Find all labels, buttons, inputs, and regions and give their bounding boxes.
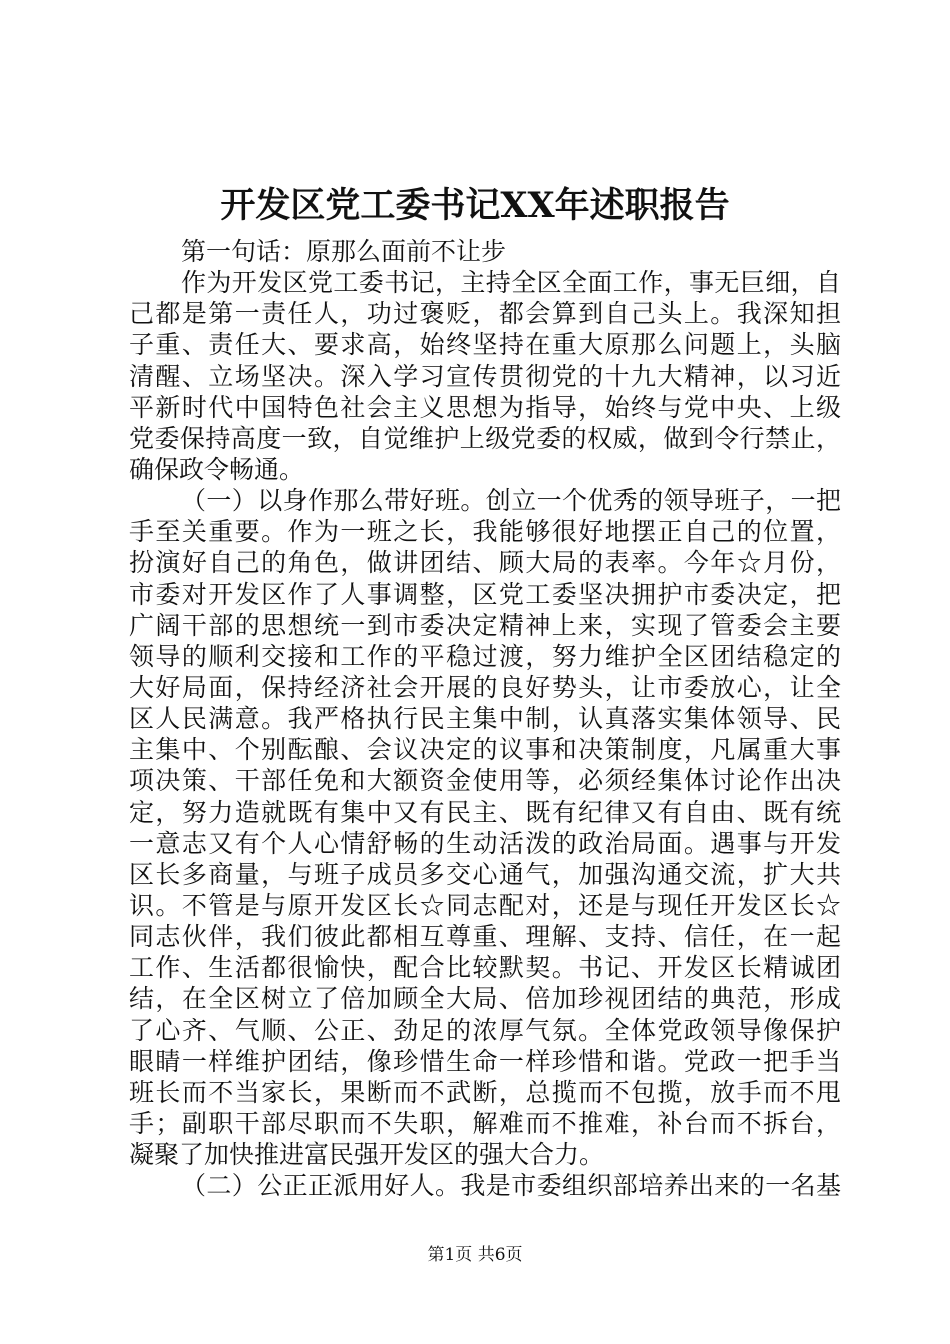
paragraph-line: 己都是第一责任人，功过褒贬，都会算到自己头上。我深知担 bbox=[129, 299, 841, 329]
paragraph-line: 眼睛一样维护团结，像珍惜生命一样珍惜和谐。党政一把手当 bbox=[129, 1046, 841, 1076]
document-body bbox=[129, 236, 841, 1201]
paragraph-line: 党委保持高度一致，自觉维护上级党委的权威，做到令行禁止， bbox=[129, 423, 841, 453]
paragraph-line: 定，努力造就既有集中又有民主、既有纪律又有自由、既有统 bbox=[129, 797, 841, 827]
paragraph-line: 区人民满意。我严格执行民主集中制，认真落实集体领导、民 bbox=[129, 704, 841, 734]
paragraph-line: 清醒、立场坚决。深入学习宣传贯彻党的十九大精神，以习近 bbox=[129, 361, 841, 391]
paragraph-first-line: 作为开发区党工委书记，主持全区全面工作，事无巨细，自 bbox=[181, 268, 841, 298]
paragraph-line: 主集中、个别酝酿、会议决定的议事和决策制度，凡属重大事 bbox=[129, 735, 841, 765]
paragraph-line: 一意志又有个人心情舒畅的生动活泼的政治局面。遇事与开发 bbox=[129, 828, 841, 858]
paragraph-line: 子重、责任大、要求高，始终坚持在重大原那么问题上，头脑 bbox=[129, 330, 841, 360]
paragraph-line: 市委对开发区作了人事调整，区党工委坚决拥护市委决定，把 bbox=[129, 579, 841, 609]
paragraph-line: 扮演好自己的角色，做讲团结、顾大局的表率。今年☆月份， bbox=[129, 548, 841, 578]
paragraph-line: 手；副职干部尽职而不失职，解难而不推难，补台而不拆台， bbox=[129, 1108, 841, 1138]
paragraph-first-line: 第一句话：原那么面前不让步 bbox=[181, 237, 507, 266]
paragraph-line: 广阔干部的思想统一到市委决定精神上来，实现了管委会主要 bbox=[129, 610, 841, 640]
paragraph-line: 平新时代中国特色社会主义思想为指导，始终与党中央、上级 bbox=[129, 392, 841, 422]
page-number-footer: 第1页 共6页 bbox=[427, 1245, 523, 1265]
paragraph-line: 识。不管是与原开发区长☆同志配对，还是与现任开发区长☆ bbox=[129, 890, 841, 920]
paragraph-line: 同志伙伴，我们彼此都相互尊重、理解、支持、信任，在一起 bbox=[129, 922, 841, 952]
paragraph-line: 区长多商量，与班子成员多交心通气，加强沟通交流，扩大共 bbox=[129, 859, 841, 889]
paragraph-line: 大好局面，保持经济社会开展的良好势头，让市委放心，让全 bbox=[129, 672, 841, 702]
paragraph-line: 项决策、干部任免和大额资金使用等，必须经集体讨论作出决 bbox=[129, 766, 841, 796]
paragraph-line: 领导的顺利交接和工作的平稳过渡，努力维护全区团结稳定的 bbox=[129, 641, 841, 671]
paragraph-line: 手至关重要。作为一班之长，我能够很好地摆正自己的位置， bbox=[129, 517, 841, 547]
paragraph-line: 班长而不当家长，果断而不武断，总揽而不包揽，放手而不甩 bbox=[129, 1077, 841, 1107]
page-title: 开发区党工委书记XX年述职报告 bbox=[220, 185, 730, 226]
paragraph-line: 确保政令畅通。 bbox=[129, 454, 305, 484]
paragraph-line: 工作、生活都很愉快，配合比较默契。书记、开发区长精诚团 bbox=[129, 953, 841, 983]
paragraph-line: 了心齐、气顺、公正、劲足的浓厚气氛。全体党政领导像保护 bbox=[129, 1015, 841, 1045]
paragraph-line: 结，在全区树立了倍加顾全大局、倍加珍视团结的典范，形成 bbox=[129, 984, 841, 1014]
paragraph-line: 凝聚了加快推进富民强开发区的强大合力。 bbox=[129, 1140, 605, 1170]
paragraph-first-line: （一）以身作那么带好班。创立一个优秀的领导班子，一把 bbox=[181, 486, 841, 516]
paragraph-first-line: （二）公正正派用好人。我是市委组织部培养出来的一名基 bbox=[181, 1171, 841, 1201]
